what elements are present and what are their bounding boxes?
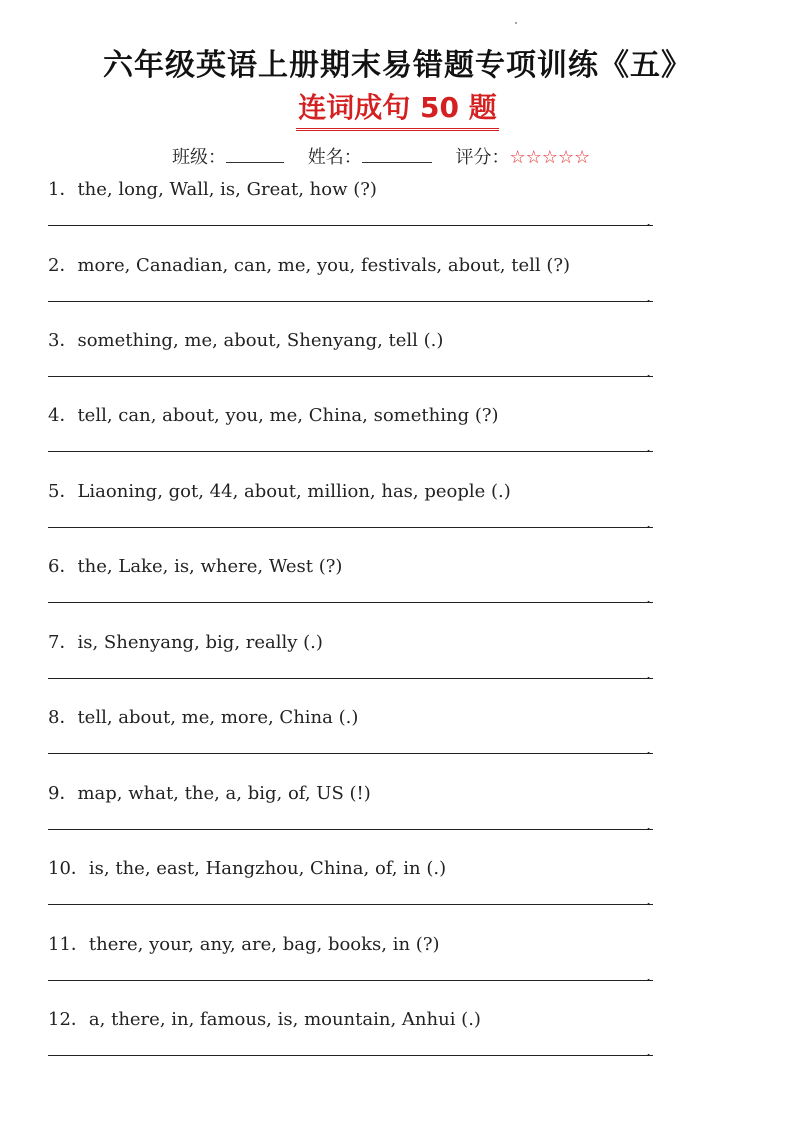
question-text xyxy=(48,404,658,428)
question-item xyxy=(48,329,658,381)
answer-line[interactable] xyxy=(48,375,653,377)
name-label: 姓名： xyxy=(307,147,362,168)
answer-line[interactable] xyxy=(48,601,653,603)
answer-end-mark: . xyxy=(646,287,652,306)
answer-line[interactable] xyxy=(48,300,653,302)
question-number: 9． xyxy=(48,783,78,804)
question-words: something, me, about, Shenyang, tell (.) xyxy=(77,330,444,351)
answer-line[interactable] xyxy=(48,752,653,754)
question-item xyxy=(48,555,658,607)
question-text xyxy=(48,1008,658,1032)
question-item xyxy=(48,178,658,230)
question-item xyxy=(48,480,658,532)
question-item xyxy=(48,782,658,834)
question-number: 1． xyxy=(48,179,78,200)
question-text xyxy=(48,480,658,504)
question-words: is, the, east, Hangzhou, China, of, in (.) xyxy=(88,858,447,879)
question-item xyxy=(48,404,658,456)
question-words: tell, about, me, more, China (.) xyxy=(77,707,359,728)
answer-end-mark: . xyxy=(646,362,652,381)
score-stars: ☆☆☆☆☆ xyxy=(509,147,591,168)
question-words: the, long, Wall, is, Great, how (?) xyxy=(77,179,377,200)
question-number: 8． xyxy=(48,707,78,728)
question-words: a, there, in, famous, is, mountain, Anhui (.) xyxy=(88,1009,481,1030)
answer-end-mark: . xyxy=(646,513,652,532)
question-number: 12． xyxy=(48,1009,89,1030)
question-text xyxy=(48,782,658,806)
question-words: tell, can, about, you, me, China, something (?) xyxy=(77,405,499,426)
answer-end-mark: . xyxy=(646,211,652,230)
question-number: 6． xyxy=(48,556,78,577)
answer-line[interactable] xyxy=(48,903,653,905)
question-number: 5． xyxy=(48,481,78,502)
question-number: 11． xyxy=(48,934,89,955)
answer-end-mark: . xyxy=(646,664,652,683)
class-label: 班级： xyxy=(172,147,226,168)
answer-end-mark: . xyxy=(646,966,652,985)
answer-end-mark: . xyxy=(646,890,652,909)
answer-line[interactable] xyxy=(48,1054,653,1056)
question-number: 7． xyxy=(48,632,78,653)
question-number: 10． xyxy=(48,858,89,879)
answer-line[interactable] xyxy=(48,979,653,981)
question-number: 4． xyxy=(48,405,78,426)
student-info-row xyxy=(172,144,590,171)
question-text xyxy=(48,706,658,730)
class-blank[interactable] xyxy=(226,144,284,163)
question-item xyxy=(48,933,658,985)
question-text xyxy=(48,178,658,202)
question-number: 2． xyxy=(48,255,78,276)
question-item xyxy=(48,254,658,306)
question-item xyxy=(48,706,658,758)
answer-line[interactable] xyxy=(48,677,653,679)
question-text xyxy=(48,933,658,957)
answer-line[interactable] xyxy=(48,224,653,226)
question-words: more, Canadian, can, me, you, festivals, about, tell (?) xyxy=(77,255,571,276)
name-blank[interactable] xyxy=(362,144,432,163)
subtitle-container xyxy=(0,88,795,131)
answer-end-mark: . xyxy=(646,815,652,834)
question-text xyxy=(48,254,658,278)
answer-line[interactable] xyxy=(48,828,653,830)
question-item xyxy=(48,857,658,909)
page-subtitle: 连词成句 50 题 xyxy=(296,88,498,131)
question-item xyxy=(48,631,658,683)
answer-end-mark: . xyxy=(646,588,652,607)
question-number: 3． xyxy=(48,330,78,351)
answer-end-mark: . xyxy=(646,437,652,456)
question-words: Liaoning, got, 44, about, million, has, people (.) xyxy=(77,481,511,502)
question-words: is, Shenyang, big, really (.) xyxy=(77,632,323,653)
question-words: the, Lake, is, where, West (?) xyxy=(77,556,343,577)
page-title: 六年级英语上册期末易错题专项训练《五》 xyxy=(103,48,692,83)
score-label: 评分： xyxy=(455,147,510,168)
question-item xyxy=(48,1008,658,1060)
answer-end-mark: . xyxy=(646,739,652,758)
answer-line[interactable] xyxy=(48,526,653,528)
question-text xyxy=(48,329,658,353)
question-words: there, your, any, are, bag, books, in (?) xyxy=(88,934,440,955)
question-text xyxy=(48,631,658,655)
scan-speck xyxy=(515,22,517,24)
answer-end-mark: . xyxy=(646,1041,652,1060)
answer-line[interactable] xyxy=(48,450,653,452)
question-text xyxy=(48,857,658,881)
question-text xyxy=(48,555,658,579)
question-words: map, what, the, a, big, of, US (!) xyxy=(77,783,371,804)
